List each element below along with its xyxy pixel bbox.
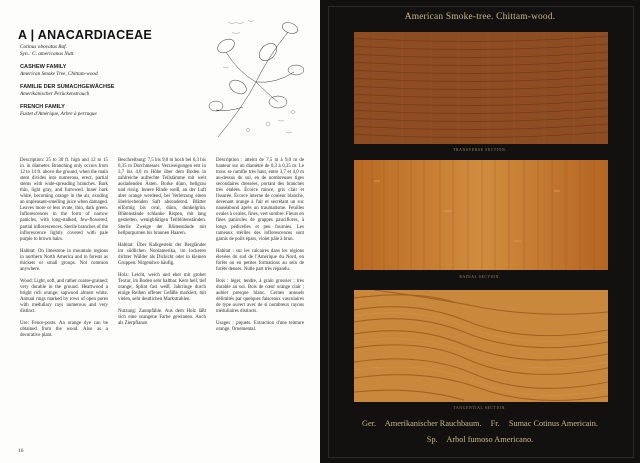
transverse-section-label: TRANSVERSE SECTION.	[453, 148, 507, 152]
family-name-fr-heading: FRENCH FAMILY	[20, 104, 65, 111]
plate-names-line-2	[320, 435, 640, 444]
description-columns	[20, 158, 306, 450]
radial-section-sample	[354, 160, 608, 270]
family-name-de-heading: FAMILIE DER SUMACHGEWÄCHSE	[20, 84, 115, 91]
fr-abbrev: Fr.	[490, 419, 500, 428]
sp-abbrev: Sp.	[426, 435, 438, 444]
de-use: Nutzung: Zaunpfähle. Aus dem Holz läßt sich eine orangene Farbe gewinnen. Auch als Zierpflanze.	[118, 309, 206, 327]
french-common-name: Sumac Cotinus Americain.	[508, 419, 599, 428]
en-wood: Wood: Light, soft, and rather coarse-grained; very durable in the ground. Heartwood a bright rich orange; sapwood almost white. Annual rings marked by rows of open pores with medullary rays numerous and very distinct.	[20, 278, 109, 315]
family-title: A | ANACARDIACEAE	[18, 28, 153, 42]
de-habitat: Habitat: Über Kalkgestein der Bergländer im südlichen Nordamerika, im lockeren dichter Wälder als Dickicht oder in kleinen Gruppen. Nirgendwo häufig.	[118, 242, 206, 266]
radial-wood-image	[354, 160, 608, 270]
family-name-fr-value: Fustet d'Amérique, Arbre à perruque	[20, 111, 97, 118]
french-column	[216, 158, 304, 339]
german-column	[118, 158, 206, 333]
scientific-names-block	[20, 44, 210, 118]
family-name-en-heading: CASHEW FAMILY	[20, 64, 67, 71]
de-description: Beschreibung: 7,5 bis 9,0 m hoch bei 0,3 bis 0,35 m Durchmesser. Verzweigungen erst in 3,7 bis 4,0 m Höhe über dem Boden in zahlreiche aufrechte Teilstämme mit weit ausladenden Ästen. Borke dünn, hellgrau und rissig. Innere Rinde weiß, an der Luft aber orange werdend, bei Verletzung einen übelriechenden Saft absondernd. Blätter eiförmig bis oval, dünn, dunkelgrün. Blütenstände schlanke Rispen, mit lang gestielten, wenigblütigen Teilblütenständen. Sterile Zweige der Blütenstände mit hellpurpurnen bis braunen Haaren.	[118, 158, 206, 236]
spanish-common-name: Arbol fumoso Americano.	[446, 435, 534, 444]
plate-title: American Smoke-tree. Chittam-wood.	[404, 12, 556, 22]
fr-habitat: Habitat : sur les calcaires dans les régions élevées du sud de l'Amérique du Nord, en forêts ou en petites formations au sein de forêts denses. Nulle part très répandu.	[216, 248, 304, 272]
radial-section-label: RADIAL SECTION.	[459, 275, 501, 279]
plate-names-line-1	[320, 419, 640, 428]
transverse-section-sample	[354, 32, 608, 144]
family-name-de-value: Amerikanischer Perückenstrauch	[20, 91, 90, 98]
en-description: Description: 25 to 30 ft. high and 12 to 15 in. in diameter. Branching only occurs from 12 to 14 ft. above the ground, when the main stem divides into numerous, erect, partial stems with wide-spreading branches. Bark thin, light gray, and furrowed. Inner bark white, becoming orange in the air, exuding an unpleasant-smelling juice when damaged. Leaves more or less ovate, thin, dark green. Inflorescences in the form of narrow panicles, with long-stalked, few-flowered, partial inflorescences. Sterile branches of the inflorescence lightly covered with pale purple to brown hairs.	[20, 158, 108, 242]
family-name-en-value: American Smoke Tree, Chittam-wood	[20, 71, 98, 78]
en-habitat: Habitat: On limestone in mountain regions in northern North America and in forests as thickets or small groups. Not common anywhere.	[20, 248, 108, 272]
ger-abbrev: Ger.	[361, 419, 377, 428]
transverse-wood-image	[354, 32, 608, 144]
tangential-wood-image	[354, 290, 608, 402]
scientific-name: Cotinus obovatus Raf.	[20, 44, 67, 50]
fr-use: Usages : piquets. Extraction d'une teinture orange. Ornemental.	[216, 321, 304, 333]
page-number: 16	[18, 448, 24, 454]
german-common-name: Amerikanischer Rauchbaum.	[384, 419, 482, 428]
en-use: Use: Fence-posts. An orange dye can be obtained from the wood. Also as a decorative plant.	[20, 321, 108, 339]
fr-wood: Bois : léger, tendre, à grain grossier ; très durable au sol. Bois de cœur orange clair ; aubier presque blanc. Cernes annuels délimités par quelques faisceaux vasculaires de type ouvert avec de si nombreux rayons médullaires distincts.	[216, 278, 304, 315]
english-column	[20, 158, 108, 345]
scientific-synonym: Syn.: C. americanus Nutt.	[20, 51, 75, 58]
fr-description: Description : atteint de 7,5 m à 9,0 m de hauteur sur un diamètre de 0,3 à 0,35 m. Le tronc se ramifie très haut, entre 3,7 et 4,0 m au-dessus du sol, en de nombreuses tiges secondaires dressées, portant des branches très étalées. Écorce mince, gris clair et fissurée. Écorce interne de couleur blanche, devenant orange à l'air et secrétant un suc nauséabond après un traumatisme. Feuilles ovales à ovales, fines, vert sombre. Fleurs en fines panicules de grappes pauciflores, à longs pédicelles et peu fournies. Les rameaux stériles des inflorescences sont garnis de poils épars, violet pâle à brun.	[216, 158, 304, 242]
tangential-section-label: TANGENTIAL SECTION.	[453, 406, 507, 410]
right-page-plate	[320, 0, 640, 463]
de-wood: Holz: Leicht, weich und eher mit grober Textur, im Boden sehr haltbar. Kern hell, tief orange; Splint fast weiß. Jahrringe durch einige Reihen offener Gefäße markiert, mit vielen, sehr deutlichen Markstrahlen.	[118, 272, 206, 302]
botanical-illustration	[208, 12, 304, 144]
tangential-section-sample	[354, 290, 608, 402]
